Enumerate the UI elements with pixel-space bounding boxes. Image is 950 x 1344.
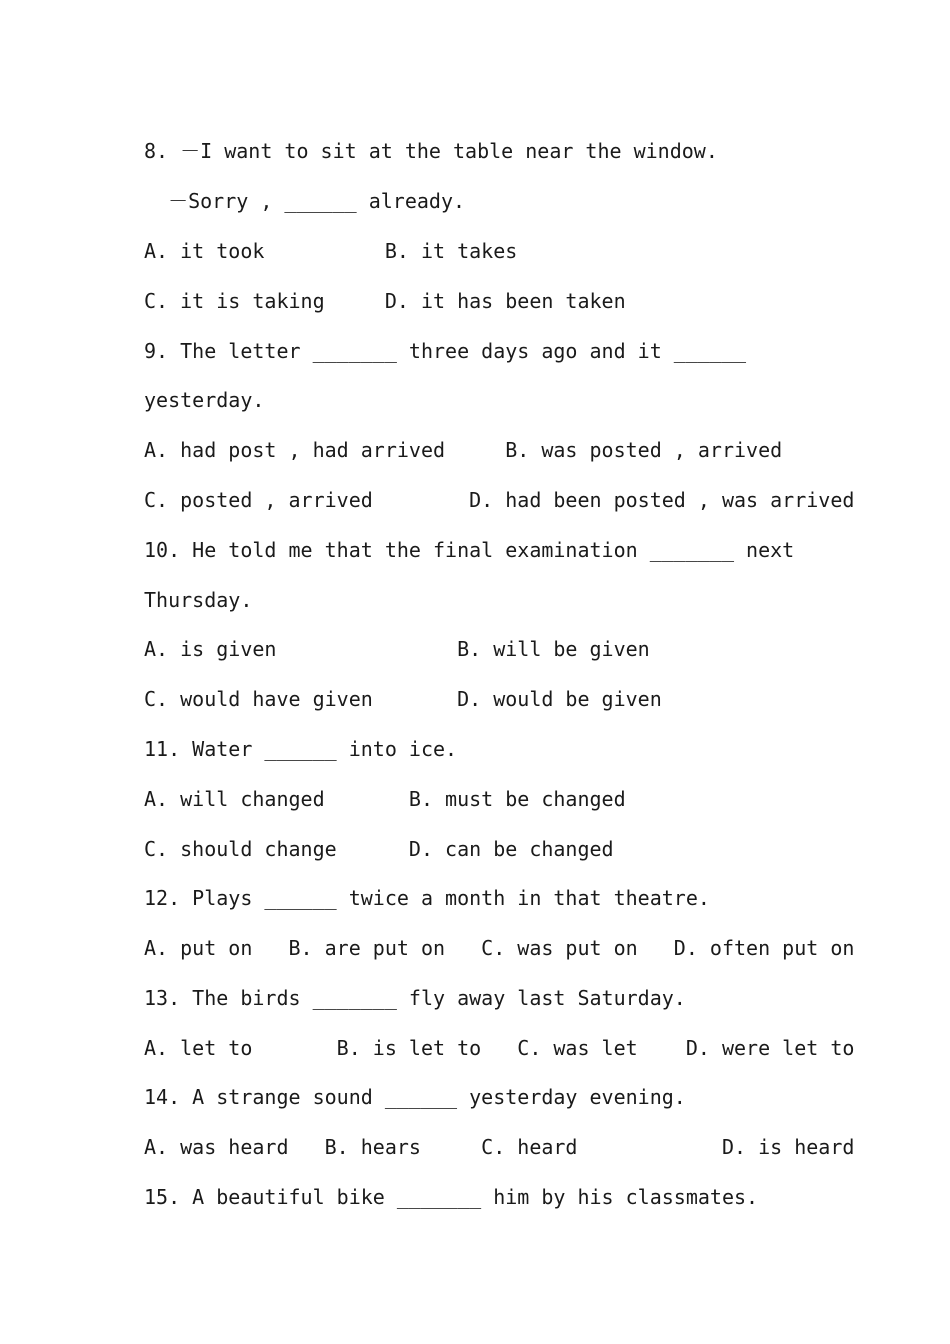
question-11-stem: 11. Water ______ into ice. (144, 737, 458, 761)
question-10-options-ab: A. is given B. will be given (144, 637, 650, 661)
question-10-stem: 10. He told me that the final examination _______ next (144, 538, 795, 562)
question-9-stem-continued: yesterday. (144, 388, 265, 412)
question-11-options-ab: A. will changed B. must be changed (144, 787, 626, 811)
question-10-stem-continued: Thursday. (144, 588, 253, 612)
question-10-options-cd: C. would have given D. would be given (144, 687, 662, 711)
question-8-options-ab: A. it took B. it takes (144, 239, 518, 263)
question-9-options-cd: C. posted , arrived D. had been posted , was arrived (144, 488, 855, 512)
question-13-options: A. let to B. is let to C. was let D. were let to (144, 1036, 855, 1060)
question-14-stem: 14. A strange sound ______ yesterday evening. (144, 1085, 686, 1109)
question-12-stem: 12. Plays ______ twice a month in that theatre. (144, 886, 710, 910)
question-8-stem: 8. －I want to sit at the table near the window. (144, 139, 718, 163)
question-9-stem: 9. The letter _______ three days ago and it ______ (144, 339, 747, 363)
question-15-stem: 15. A beautiful bike _______ him by his classmates. (144, 1185, 759, 1209)
question-12-options: A. put on B. are put on C. was put on D. often put on (144, 936, 855, 960)
question-8-reply: －Sorry , ______ already. (144, 189, 466, 213)
question-13-stem: 13. The birds _______ fly away last Saturday. (144, 986, 686, 1010)
question-8-options-cd: C. it is taking D. it has been taken (144, 289, 626, 313)
question-14-options: A. was heard B. hears C. heard D. is heard (144, 1135, 855, 1159)
question-11-options-cd: C. should change D. can be changed (144, 837, 614, 861)
question-9-options-ab: A. had post , had arrived B. was posted , arrived (144, 438, 783, 462)
